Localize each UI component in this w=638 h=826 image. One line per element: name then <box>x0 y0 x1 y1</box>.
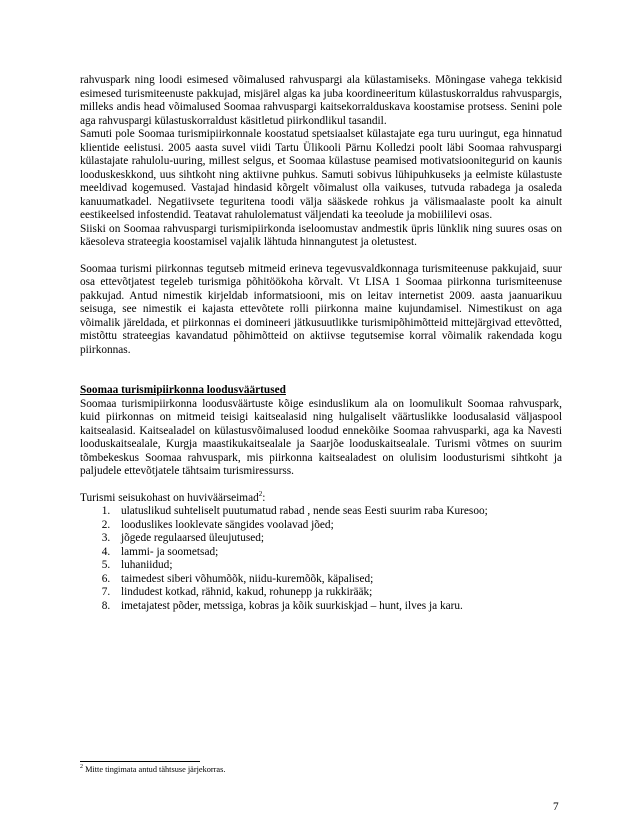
list-item: 5. luhaniidud; <box>113 559 562 573</box>
list-item: 4. lammi- ja soometsad; <box>113 546 562 560</box>
spacer <box>80 479 562 492</box>
list-intro-text: Turismi seisukohast on huviväärseimad <box>80 491 259 504</box>
list-intro <box>80 489 562 506</box>
footnote-divider <box>80 761 200 762</box>
footnote-text: Mitte tingimata antud tähtsuse järjekorras. <box>83 765 226 774</box>
spacer <box>80 357 562 384</box>
paragraph-survey: Samuti pole Soomaa turismipiirkonnale koostatud spetsiaalset külastajate ega turu uuringut, ega hinnatud klientide eelistusi. 2005 aasta suvel viidi Tartu Ülikooli Pärnu Kolledzi poolt läbi Soomaa rahvuspargi külastajate rahulolu-uuring, millest selgus, et Soomaa külastuse peamised motivatsioonitegurid on kaunis looduskeskkond, uus sihtkoht ning aktiivne puhkus. Samuti sobivus lühipuhkuseks ja eelmiste külastuste meeldivad kogemused. Vastajad hindasid kõrgelt võimalust olla vaikuses, tutvuda rabadega ja osaleda kanuumatkadel. Negatiivsete teguritena toodi välja sääskede rohkus ja välismaalaste poolt ka ainult eestikeelsed infostendid. Teatavat rahulolematust väljendati ka teeolude ja mobiililevi osas. <box>80 128 562 221</box>
list-item: 7. lindudest kotkad, rähnid, kakud, rohunepp ja rukkirääk; <box>113 586 562 600</box>
section-body: Soomaa turismipiirkonna loodusväärtuste kõige esinduslikum ala on loomulikult Soomaa rahvuspark, kuid piirkonnas on mitmeid teisigi kaitsealasid ning hulgaliselt väärtuslikke loodusalasid väljaspool kaitsealasid. Kaitsealadel on külastusvõimalused loodud ennekõike Soomaa rahvusparki, aga ka Navesti looduskaitsealale, Kurgja maastikukaitsealale ja Saarjõe looduskaitsealale. Turismi võtmes on suurim tõmbekeskus Soomaa rahvuspark, mis piirkonna kaitsealadest on olulisim loodusturismi sihtkoht ja paljudele ettevõtjatele tähtsaim turismiressurss. <box>80 397 562 477</box>
list-item: 6. taimedest siberi võhumõõk, niidu-kuremõõk, käpalised; <box>113 573 562 587</box>
footnote <box>80 765 225 775</box>
footnote-mark: 2 <box>80 764 83 771</box>
list-intro-colon: : <box>262 491 266 504</box>
document-body <box>80 74 562 613</box>
list-item: 8. imetajatest põder, metssiga, kobras ja kõik suurkiskjad – hunt, ilves ja karu. <box>113 600 562 614</box>
paragraph-providers: Soomaa turismi piirkonnas tegutseb mitmeid erineva tegevusvaldkonnaga turismiteenuse pakkujaid, suur osa ettevõtjatest tegeleb turismiga põhitöökoha kõrvalt. Vt LISA 1 Soomaa piirkonna turismiteenuse pakkujad. Antud nimestik kirjeldab informatsiooni, mis on leitav internetist 2009. aasta jaanuarikuu seisuga, see nimestik ei kajasta ettevõtete rolli piirkonna maine kujundamisel. Nimestikust on aga võimalik järeldada, et piirkonnas ei domineeri jätkusuutlikke turismipõhimõtteid mittejärgivad ettevõtted, mistõttu strateegias kavandatud põhimõtteid on aktiivse tegutsemise korral võimalik rakendada kogu piirkonnas. <box>80 262 562 356</box>
spacer <box>80 250 562 263</box>
paragraph-data-gaps: Siiski on Soomaa rahvuspargi turismipiirkonda iseloomustav andmestik üpris lünklik ning suures osas on käesoleva strateegia koostamisel vajalik lähtuda hinnangutest ja oletustest. <box>80 222 562 248</box>
list-item: 3. jõgede regulaarsed üleujutused; <box>113 532 562 546</box>
paragraph-intro: rahvuspark ning loodi esimesed võimalused rahvuspargi ala külastamiseks. Mõningase vahega tekkisid esimesed turismiteenuste pakkujad, misjärel algas ka juba koordineeritum külastuskorraldus rahvuspargis, milleks andis head võimalused Soomaa rahvuspargi kaitsekorralduskava koostamise protsess. Senini pole aga rahvuspargi külastuskorraldust käsitletud piirkondlikul tasandil. <box>80 74 562 127</box>
section-heading: Soomaa turismipiirkonna loodusväärtused <box>80 384 286 396</box>
list-item: 1. ulatuslikud suhteliselt puutumatud rabad , nende seas Eesti suurim raba Kuresoo; <box>113 505 562 519</box>
attractions-list <box>80 505 562 613</box>
footnote-reference[interactable]: 2 <box>258 489 263 498</box>
page-number: 7 <box>553 801 559 813</box>
list-item: 2. looduslikes looklevate sängides voolavad jõed; <box>113 519 562 533</box>
